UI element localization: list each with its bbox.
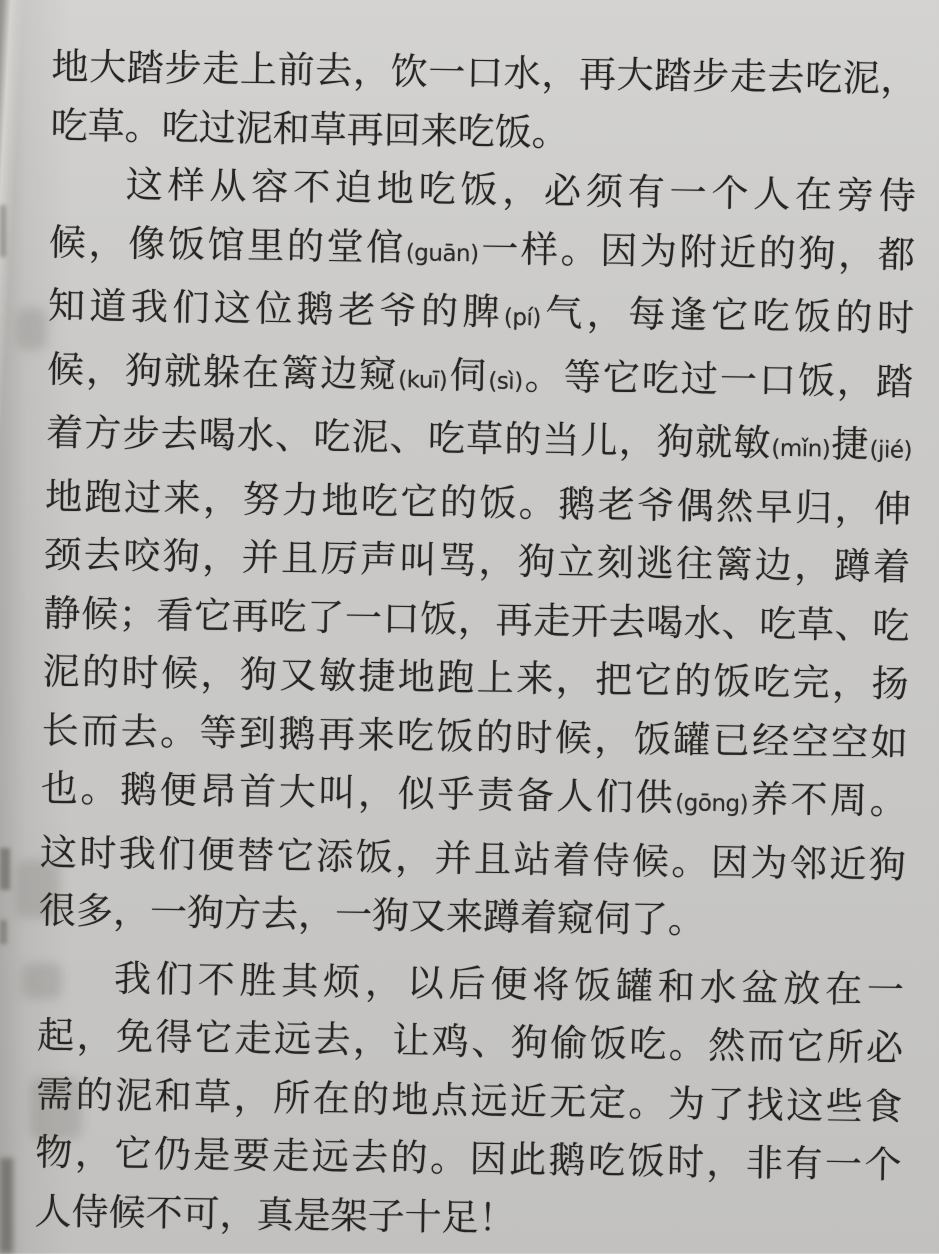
line-text: 气，每逢它吃饭的时 — [540, 291, 915, 340]
line-text: 候，像饭馆里的堂倌 — [48, 220, 407, 269]
line-text: 长而去。等到鹅再来吃饭的时候，饭罐已经空空如 — [41, 708, 908, 765]
text-column — [34, 38, 918, 1254]
pinyin-annotation: (gōng) — [675, 790, 749, 818]
line-text: 养不周。 — [747, 777, 908, 823]
text-line — [48, 277, 915, 353]
line-text: 伺 — [447, 353, 489, 398]
line-text: 我们不胜其烦，以后便将饭罐和水盆放在一 — [113, 956, 905, 1012]
page-edge-mark — [0, 848, 10, 890]
text-line — [40, 760, 907, 836]
line-text: 人侍候不可，真是架子十足！ — [34, 1189, 516, 1240]
line-text: 。等它吃过一口饭，踏 — [522, 354, 914, 404]
line-text: 很多，一狗方去，一狗又来蹲着窥伺了。 — [38, 888, 706, 942]
line-text: 物，它仍是要走远去的。因此鹅吃饭时，非有一个 — [35, 1130, 902, 1187]
text-line — [46, 404, 913, 480]
pinyin-annotation: (mǐn) — [771, 435, 831, 463]
bleed-through-mark — [17, 308, 47, 350]
line-text: 起，免得它走远去，让鸡、狗偷饭吃。然而它所必 — [36, 1013, 904, 1070]
line-text: 也。鹅便昂首大叫，似乎责备人们供 — [40, 766, 676, 820]
pinyin-annotation: (sì) — [488, 368, 523, 395]
line-text: 颈去咬狗，并且厉声叫骂，狗立刻逃往篱边，蹲着 — [44, 532, 911, 589]
line-text: 知道我们这位鹅老爷的脾 — [47, 283, 505, 334]
line-text: 地跑过来，努力地吃它的饭。鹅老爷偶然早归，伸 — [44, 474, 912, 531]
line-text: 捷 — [829, 422, 871, 467]
line-text: 泥的时候，狗又敏捷地跑上来，把它的饭吃完，扬 — [42, 649, 909, 706]
page-edge-mark — [0, 205, 6, 257]
line-text: 一样。因为附近的狗，都 — [478, 226, 916, 277]
pinyin-annotation: (jié) — [869, 437, 913, 464]
line-text: 需的泥和草，所在的地点远近无定。为了找这些食 — [36, 1072, 903, 1129]
pinyin-annotation: (guān) — [405, 239, 479, 267]
pinyin-annotation: (kuī) — [398, 366, 448, 394]
line-text: 候，狗就躲在篱边窥 — [46, 347, 399, 396]
line-text: 这时我们便替它添饭，并且站着侍候。因为邻近狗 — [39, 830, 907, 887]
page-edge-mark — [0, 1158, 13, 1253]
pinyin-annotation: (pí) — [503, 304, 542, 332]
line-text: 吃草。吃过泥和草再回来吃饭。 — [50, 103, 569, 155]
line-text: 地大踏步走上前去，饮一口水，再大踏步走去吃泥， — [51, 44, 918, 101]
line-text: 静候；看它再吃了一口饭，再走开去喝水、吃草、吃 — [43, 591, 910, 648]
line-text: 着方步去喝水、吃泥、吃草的当儿，狗就敏 — [45, 410, 772, 465]
line-text: 这样从容不迫地吃饭，必须有一个人在旁侍 — [125, 163, 917, 218]
page-edge-mark — [0, 920, 7, 944]
